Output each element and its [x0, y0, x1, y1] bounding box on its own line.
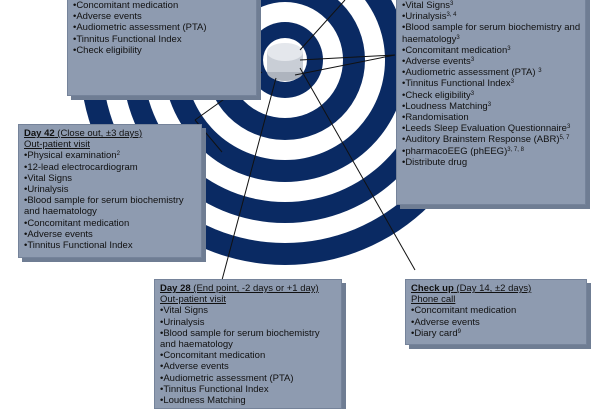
list-item: •Adverse events: [160, 361, 229, 373]
list-item: •Concomitant medication: [160, 350, 266, 362]
list-item: •Urinalysis: [160, 316, 205, 328]
list-item: •pharmacoEEG (phEEG)$^{3, 7, 8}$: [402, 145, 524, 157]
visit-type: Phone call: [411, 294, 456, 306]
list-item: •Randomisation: [402, 112, 469, 124]
list-item: •Tinnitus Functional Index: [73, 33, 182, 45]
list-item: •Adverse events: [73, 11, 142, 23]
list-item: •Vital Signs: [24, 172, 73, 184]
list-item: •Audiometric assessment (PTA) $^3$: [402, 67, 542, 79]
list-item: •12-lead electrocardiogram: [24, 161, 138, 173]
activity-list: [160, 305, 337, 406]
visit-type: Out-patient visit: [160, 294, 226, 306]
visit-box-day42: [18, 124, 202, 258]
list-item: •Audiometric assessment (PTA): [73, 22, 207, 34]
visit-box-day28: [154, 279, 342, 409]
list-item: •Vital Signs$^3$: [402, 0, 454, 11]
list-item: •Urinalysis$^{3, 4}$: [402, 11, 457, 23]
list-item: •Tinnitus Functional Index: [24, 240, 133, 252]
visit-type: Out-patient visit: [24, 139, 90, 151]
list-item: •Loudness Matching: [160, 395, 246, 407]
list-item: •Adverse events: [411, 316, 480, 328]
list-item: •Urinalysis: [24, 184, 69, 196]
list-item: •Blood sample for serum biochemistry and haematology: [24, 195, 184, 218]
list-item: •Physical examination$^2$: [24, 150, 120, 162]
list-item: •Tinnitus Functional Index$^3$: [402, 78, 514, 90]
list-item: •Leeds Sleep Evaluation Questionnaire$^3$: [402, 123, 571, 135]
list-item: •Blood sample for serum biochemistry and haematology$^3$: [402, 22, 581, 45]
list-item: •Distribute drug: [402, 156, 468, 168]
visit-box-top-left: [67, 0, 257, 96]
list-item: •Blood sample for serum biochemistry and haematology: [160, 327, 320, 351]
list-item: •Adverse events: [24, 228, 93, 240]
list-item: •Loudness Matching$^3$: [402, 100, 492, 112]
activity-list: [402, 0, 581, 168]
list-item: •Adverse events$^3$: [402, 56, 475, 68]
visit-title: Day 42 (Close out, ±3 days): [24, 128, 143, 139]
list-item: •Concomitant medication: [73, 0, 179, 11]
list-item: •Audiometric assessment (PTA): [160, 372, 294, 384]
list-item: •Check eligibility$^3$: [402, 89, 475, 101]
list-item: •Concomitant medication$^3$: [402, 44, 511, 56]
visit-box-top-right: [396, 0, 586, 205]
list-item: •Check eligibility: [73, 44, 142, 56]
activity-list: [73, 0, 252, 56]
activity-list: [24, 150, 197, 251]
list-item: •Auditory Brainstem Response (ABR)$^{5, 7}$: [402, 134, 570, 146]
activity-list: [411, 305, 582, 339]
visit-title: Day 28 (End point, -2 days or +1 day): [160, 283, 319, 294]
list-item: •Diary card$^9$: [411, 327, 461, 339]
visit-title: Check up (Day 14, ±2 days): [411, 283, 532, 294]
visit-box-checkup: [405, 279, 587, 345]
cylinder-top: [267, 43, 303, 61]
list-item: •Tinnitus Functional Index: [160, 383, 269, 395]
list-item: •Vital Signs: [160, 305, 209, 317]
list-item: •Concomitant medication: [411, 305, 517, 317]
list-item: •Concomitant medication: [24, 217, 130, 229]
